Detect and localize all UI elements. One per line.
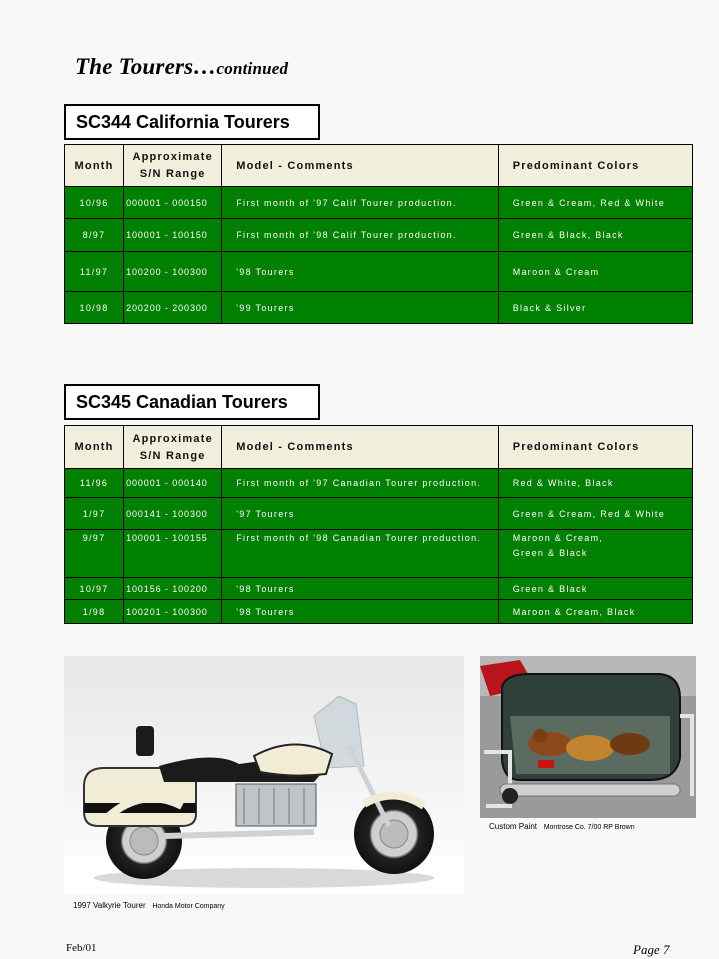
cell-colors: Green & Black: [498, 578, 692, 600]
cell-colors: Green & Cream, Red & White: [498, 187, 692, 219]
cell-model: First month of '98 Canadian Tourer production.: [222, 530, 498, 578]
cell-model: '98 Tourers: [222, 252, 498, 292]
cell-month: 8/97: [65, 219, 124, 252]
cell-colors-line2: Green & Black: [512, 548, 588, 558]
header-range: [124, 426, 222, 469]
canadian-table: [64, 425, 693, 624]
cell-model: '98 Tourers: [222, 600, 498, 624]
table-row: [65, 530, 693, 578]
california-table: [64, 144, 693, 324]
table-row: [65, 219, 693, 252]
table-row: [65, 498, 693, 530]
header-range-line2: S/N Range: [139, 168, 206, 180]
cell-range: 100001 - 100155: [124, 530, 222, 578]
custom-paint-caption: [489, 822, 635, 831]
custom-paint-caption-credit: Montrose Co. 7/00 RP Brown: [543, 824, 635, 831]
cell-model: '97 Tourers: [222, 498, 498, 530]
cell-model: First month of '98 Calif Tourer production.: [222, 219, 498, 252]
page-heading: [75, 54, 288, 80]
cell-model: '99 Tourers: [222, 292, 498, 324]
cell-model: First month of '97 Calif Tourer production.: [222, 187, 498, 219]
cell-month: 1/98: [65, 600, 124, 624]
cell-range: 200200 - 200300: [124, 292, 222, 324]
table-row: [65, 187, 693, 219]
cell-range: 100001 - 100150: [124, 219, 222, 252]
table-row: [65, 600, 693, 624]
page-number: Page 7: [633, 942, 670, 957]
cell-model: '98 Tourers: [222, 578, 498, 600]
table-row: [65, 252, 693, 292]
header-month: Month: [65, 145, 124, 187]
cell-month: 10/96: [65, 187, 124, 219]
cell-range: 000141 - 100300: [124, 498, 222, 530]
cell-range: 000001 - 000140: [124, 469, 222, 498]
header-model: Model - Comments: [222, 145, 498, 187]
table-header-row: [65, 145, 693, 187]
table-row: [65, 578, 693, 600]
cell-month: 10/98: [65, 292, 124, 324]
cell-colors: Green & Cream, Red & White: [498, 498, 692, 530]
header-month: Month: [65, 426, 124, 469]
table-row: [65, 292, 693, 324]
motorcycle-caption-text: 1997 Valkyrie Tourer: [73, 901, 146, 910]
custom-paint-illustration: [480, 656, 696, 818]
cell-month: 1/97: [65, 498, 124, 530]
cell-month: 10/97: [65, 578, 124, 600]
canadian-section-title: SC345 Canadian Tourers: [64, 384, 320, 420]
header-range-line1: Approximate: [132, 151, 213, 163]
table-header-row: [65, 426, 693, 469]
motorcycle-photo: [64, 656, 464, 894]
header-range: [124, 145, 222, 187]
cell-range: 000001 - 000150: [124, 187, 222, 219]
cell-colors: Maroon & Cream, Black: [498, 600, 692, 624]
cell-range: 100201 - 100300: [124, 600, 222, 624]
custom-paint-photo: [480, 656, 696, 818]
cell-month: 9/97: [65, 530, 124, 578]
cell-range: 100200 - 100300: [124, 252, 222, 292]
cell-colors: [498, 530, 692, 578]
california-section-title: SC344 California Tourers: [64, 104, 320, 140]
motorcycle-caption-credit: Honda Motor Company: [152, 903, 225, 910]
cell-colors: Red & White, Black: [498, 469, 692, 498]
header-range-line2: S/N Range: [139, 449, 206, 462]
custom-paint-caption-text: Custom Paint: [489, 822, 538, 831]
cell-month: 11/97: [65, 252, 124, 292]
cell-colors-line1: Maroon & Cream,: [512, 533, 604, 543]
header-range-line1: Approximate: [132, 432, 213, 445]
header-model: Model - Comments: [222, 426, 498, 469]
header-colors: Predominant Colors: [498, 145, 692, 187]
page-title-suffix: continued: [216, 59, 289, 78]
cell-colors: Black & Silver: [498, 292, 692, 324]
cell-colors: Green & Black, Black: [498, 219, 692, 252]
cell-month: 11/96: [65, 469, 124, 498]
cell-model: First month of '97 Canadian Tourer production.: [222, 469, 498, 498]
header-colors: Predominant Colors: [498, 426, 692, 469]
table-row: [65, 469, 693, 498]
motorcycle-illustration: [64, 656, 464, 894]
motorcycle-caption: [73, 901, 225, 910]
page-title: The Tourers…: [75, 54, 217, 79]
cell-range: 100156 - 100200: [124, 578, 222, 600]
footer-date: Feb/01: [66, 942, 97, 954]
cell-colors: Maroon & Cream: [498, 252, 692, 292]
